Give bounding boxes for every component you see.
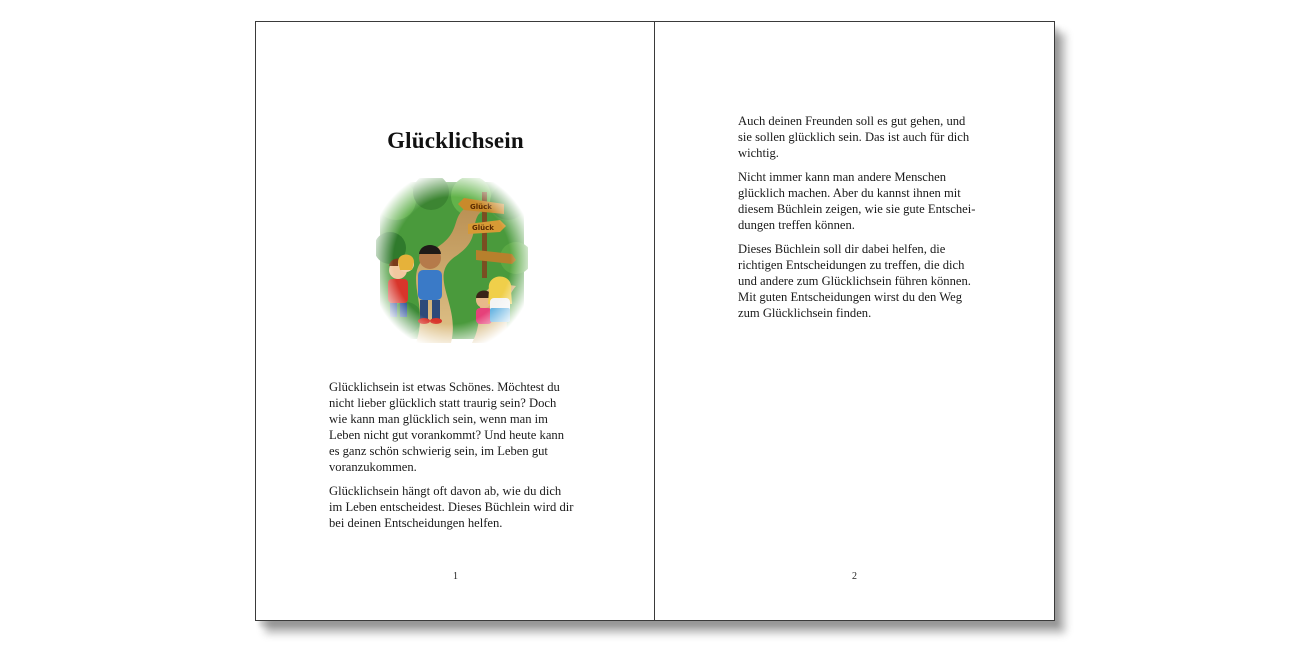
paragraph: Nicht immer kann man andere Menschen glücklich machen. Aber du kannst ihnen mit diesem Büchlein zeigen, wie sie gute Entschei- dungen treffen können. bbox=[738, 170, 976, 232]
paragraph: Glücklichsein ist etwas Schönes. Möchtest du nicht lieber glücklich statt traurig sein? Doch wie kann man glücklich sein, wenn man im Leben nicht gut vorankommt? Und heute kann es ganz schön schwierig sein, im Leben gut voranzukommen. bbox=[329, 380, 565, 474]
paragraph: Dieses Büchlein soll dir dabei helfen, die richtigen Entscheidungen zu treffen, die dich und andere zum Glücklichsein führen können. Mit guten Entscheidungen wirst du den Weg zum Glücklichsein finden. bbox=[738, 242, 971, 320]
page-number: 1 bbox=[453, 571, 458, 582]
right-page bbox=[655, 21, 1055, 621]
children-signpost-illustration bbox=[376, 178, 528, 343]
right-page-body bbox=[738, 113, 993, 329]
left-page-body bbox=[329, 379, 591, 539]
page-number: 2 bbox=[852, 571, 857, 582]
chapter-title: Glücklichsein bbox=[387, 128, 524, 153]
left-page bbox=[255, 21, 656, 621]
paragraph: Auch deinen Freunden soll es gut gehen, und sie sollen glücklich sein. Das ist auch für dich wichtig. bbox=[738, 114, 970, 160]
book-spread bbox=[255, 21, 1055, 621]
paragraph: Glücklichsein hängt oft davon ab, wie du dich im Leben entscheidest. Dieses Büchlein wird dir bei deinen Entscheidungen helfen. bbox=[329, 484, 574, 530]
